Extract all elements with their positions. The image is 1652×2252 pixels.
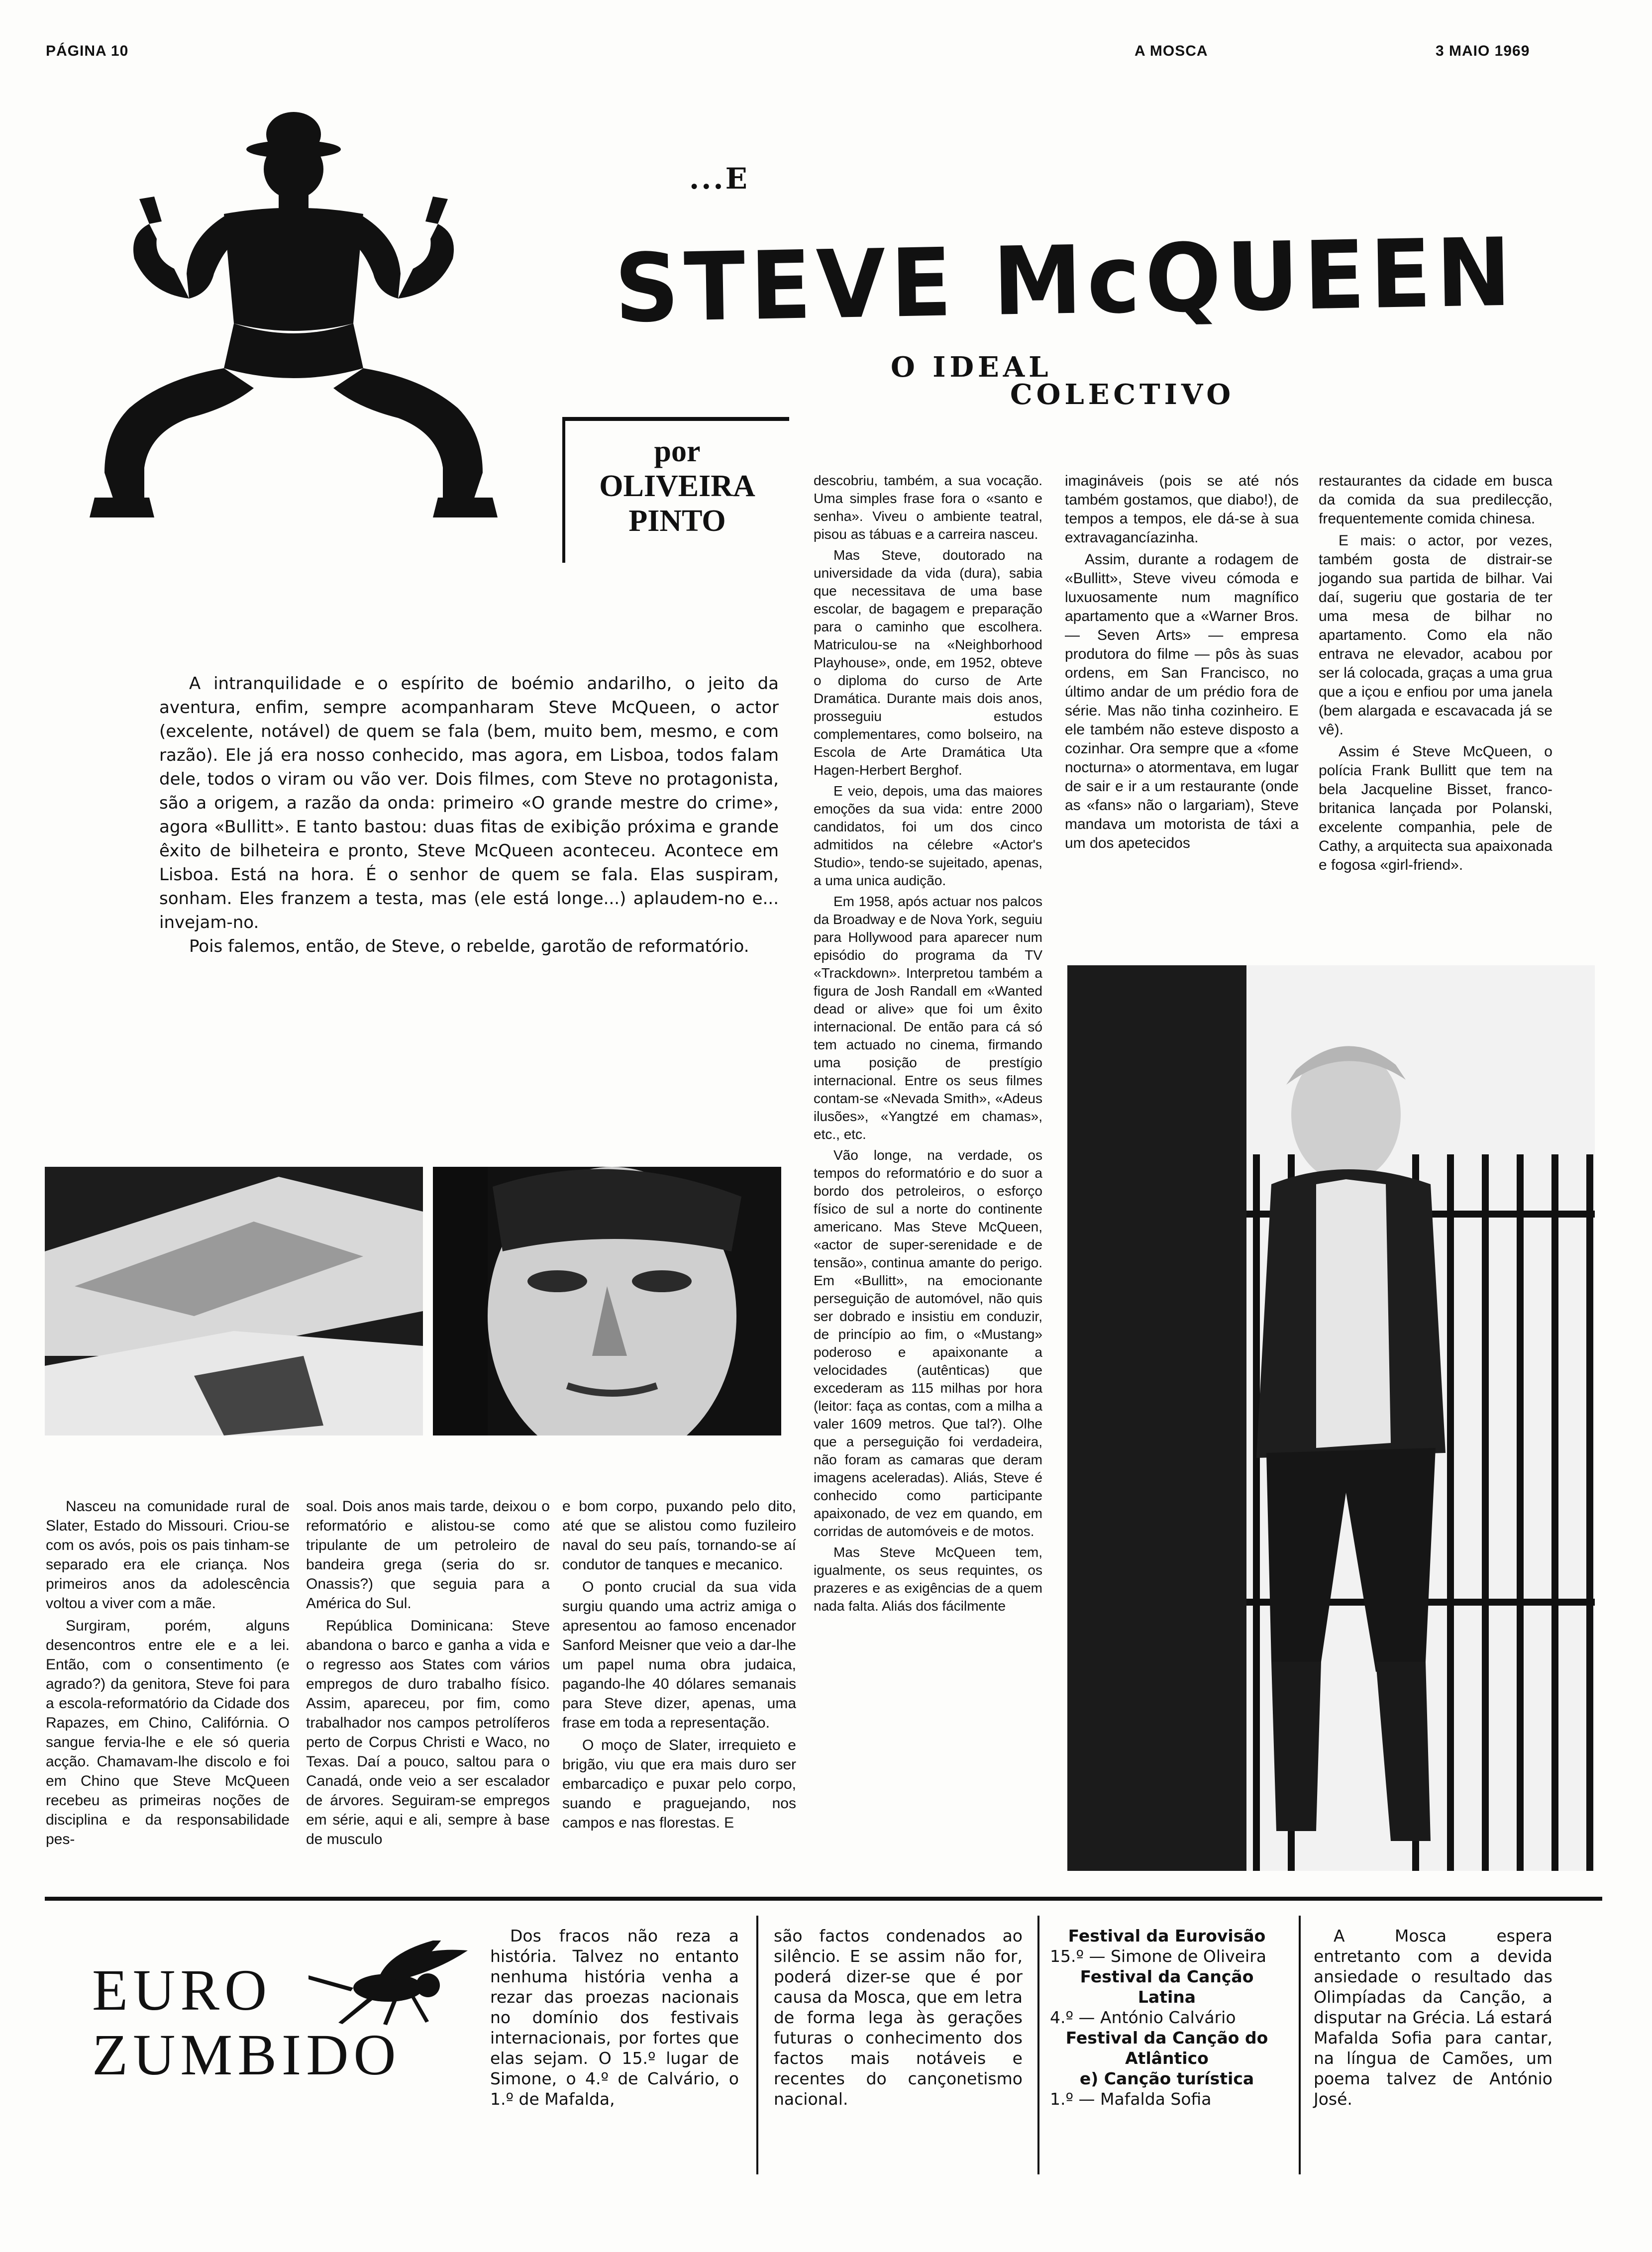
article-column-6 <box>1319 472 1552 878</box>
article-intro <box>159 672 779 958</box>
column-paragraph: Surgiram, porém, alguns desencontros entre ele e a lei. Então, com o consentimento (e agrado?) da genitora, Steve foi para a escola-reformatório da Cidade dos Rapazes, em Chino, Califórnia. O sangue fervia-lhe e ele só queria acção. Chamavam-lhe discolo e foi em Chino que Steve McQueen recebeu as primeiras noções de disciplina e da responsabilidade pes- <box>46 1618 290 1847</box>
festival-1-title: Festival da Eurovisão <box>1068 1926 1266 1945</box>
page-number: PÁGINA 10 <box>46 43 129 59</box>
column-paragraph: Assim, durante a rodagem de «Bullitt», Steve viveu cómoda e luxuosamente num magnífico apartamento que a «Warner Bros. — Seven Arts» — empresa produtora do filme — pôs às suas ordens, em San Francisco, no último andar de um prédio fora de série. Mas não tinha cozinheiro. E ele também não esteve disposto a cozinhar. Ora sempre que a «fome nocturna» o atormentava, em lugar de sair e ir a um restaurante (onde as «fans» não o largariam), Steve mandava um motorista de táxi a um dos apetecidos <box>1065 551 1299 851</box>
article-column-2 <box>306 1497 550 1852</box>
column-paragraph: Mas Steve, doutorado na universidade da vida (dura), sabia que necessitava de uma base escolar, de bagagem e preparação para o caminho que escolhera. Matriculou-se na «Neighborhood Playhouse», onde, em 1952, obteve o diploma do curso de Arte Dramática. Durante mais dois anos, prosseguiu estudos complementares, como bolseiro, na Escola de Arte Dramática Uta Hagen-Herbert Berghof. <box>814 547 1042 778</box>
festival-results <box>1050 1926 1284 2109</box>
eurozumbido-title-line2: ZUMBIDO <box>92 2022 401 2087</box>
column-rule <box>1299 1916 1301 2174</box>
column-paragraph: imagináveis (pois se até nós também gostamos, que diabo!), de tempos a tempos, ele dá-se à sua extravagancíazinha. <box>1065 473 1299 546</box>
fly-icon <box>309 1941 473 2025</box>
article-column-4 <box>814 472 1042 1618</box>
eurozumbido-column-1 <box>490 1926 739 2109</box>
column-paragraph: E mais: o actor, por vezes, também gosta de distrair-se jogando sua partida de bilhar. Vai daí, sugeriu que gostaria de ter uma mesa de bilhar no apartamento. Como ela não entrava ne elevador, acabou por ser lá colocada, graças a uma grua que a içou e enfiou por uma janela (bem alargada e escavacada já se vê). <box>1319 532 1552 738</box>
intro-paragraph: A intranquilidade e o espírito de boémio andarilho, o jeito da aventura, enfim, sempre acompanharam Steve McQueen, o actor (excelente, notável) de quem se fala (bem, muito bem, mesmo, e com razão). Ele já era nosso conhecido, mas agora, em Lisboa, todos falam dele, todos o viram ou vão ver. Dois filmes, com Steve no protagonista, são a origem, a razão da onda: primeiro «O grande mestre do crime», agora «Bullitt». E tanto bastou: duas fitas de exibição próxima e grande êxito de bilheteira e pronto, Steve McQueen aconteceu. Acontece em Lisboa. Está na hora. É o senhor de quem se fala. Elas suspiram, sonham. Eles franzem a testa, mas (ele está longe...) aplaudem-no e... invejam-no. <box>159 674 779 932</box>
article-column-1 <box>46 1497 290 1852</box>
dancer-silhouette-illustration <box>75 109 522 532</box>
eurozumbido-column-4 <box>1314 1926 1552 2109</box>
byline-name-1: OLIVEIRA <box>599 469 755 503</box>
eurozumbido-column-2 <box>774 1926 1023 2109</box>
issue-date: 3 MAIO 1969 <box>1436 43 1530 59</box>
column-paragraph: O ponto crucial da sua vida surgiu quando uma actriz amiga o apresentou ao famoso encenador Sanford Meisner que veio a dar-lhe um papel numa obra judaica, pagando-lhe 40 dólares semanais para Steve dizer, apenas, uma frase em toda a representação. <box>562 1579 796 1731</box>
festival-3-result: 1.º — Mafalda Sofia <box>1050 2089 1212 2109</box>
column-paragraph: Em 1958, após actuar nos palcos da Broadway e de Nova York, seguiu para Hollywood para aparecer num episódio do programa da TV «Trackdown». Interpretou também a figura de Josh Randall em «Wanted dead or alive» que foi um êxito internacional. De então para cá só tem actuado no cinema, firmando uma posição de prestígio internacional. Entre os seus filmes contam-se «Nevada Smith», «Adeus ilusões», «Yangtzé em chamas», etc., etc. <box>814 894 1042 1142</box>
subtitle-line1: O IDEAL <box>891 351 1052 384</box>
festival-2-result: 4.º — António Calvário <box>1050 2008 1236 2027</box>
article-column-5 <box>1065 472 1299 856</box>
steve-standing-photo <box>1067 965 1595 1871</box>
column-paragraph: O moço de Slater, irrequieto e brigão, viu que era mais duro ser embarcadiço e puxar pelo corpo, suando e praguejando, nos campos e nas florestas. E <box>562 1737 796 1831</box>
column-paragraph: Nasceu na comunidade rural de Slater, Estado do Missouri. Criou-se com os avós, pois os pais tinham-se separado era ele criança. Nos primeiros anos da adolescência voltou a viver com a mãe. <box>46 1498 290 1612</box>
column-paragraph: Assim é Steve McQueen, o polícia Frank Bullitt que tem na bela Jacqueline Bisset, franco-britanica lançada por Polanski, excelente companhia, pele de Cathy, a arquitecta sua apaixonada e fogosa «girl-friend». <box>1319 743 1552 873</box>
intro-paragraph: Pois falemos, então, de Steve, o rebelde, garotão de reformatório. <box>189 936 749 956</box>
column-paragraph: Vão longe, na verdade, os tempos do reformatório e do suor a bordo dos petroleiros, o esforço físico de sul a norte do continente americano. Mas Steve McQueen, «actor de super-serenidade e de tensão», continua amante do perigo. Em «Bullitt», na emocionante perseguição de automóvel, não quis ser dobrado e insistiu em conduzir, de princípio ao fim, o «Mustang» poderoso e apaixonante a velocidades (autênticas) que excederam as 115 milhas por hora (leitor: faça as contas, com a milha a valer 1609 metros. Que tal?). Olhe que a perseguição foi verdadeira, não foram as camaras que deram imagens aceleradas). Aliás, Steve é conhecido como participante apaixonado, de vez em quando, em corridas de automóveis e de motos. <box>814 1147 1042 1539</box>
kicker: ...E <box>689 162 749 196</box>
face-closeup-photo <box>433 1167 781 1435</box>
festival-2-title: Festival da Canção Latina <box>1080 1967 1254 2007</box>
byline-box <box>562 417 789 563</box>
subtitle-line2: COLECTIVO <box>1010 378 1235 411</box>
eurozumbido-text: Dos fracos não reza a história. Talvez no entanto nenhuma história venha a rezar das proezas nacionais no domínio dos festivais internacionais, por fortes que elas sejam. O 15.º lugar de Simone, o 4.º de Calvário, o 1.º de Mafalda, <box>490 1926 739 2109</box>
column-rule <box>1037 1916 1039 2174</box>
newspaper-name: A MOSCA <box>1135 43 1208 59</box>
hands-photo <box>45 1167 423 1435</box>
column-paragraph: e bom corpo, puxando pelo dito, até que se alistou como fuzileiro naval do seu país, tornando-se aí condutor de tanques e mecanico. <box>562 1498 796 1573</box>
column-paragraph: E veio, depois, uma das maiores emoções da sua vida: entre 2000 candidatos, foi um dos cinco admitidos na célebre «Actor's Studio», tendo-se sujeitado, apenas, a uma unica audição. <box>814 783 1042 888</box>
byline-by: por <box>654 434 701 468</box>
festival-3-title: Festival da Canção do Atlântico <box>1065 2028 1268 2068</box>
column-paragraph: restaurantes da cidade em busca da comida da sua predilecção, frequentemente comida chinesa. <box>1319 473 1552 527</box>
byline-name-2: PINTO <box>628 504 726 538</box>
column-paragraph: soal. Dois anos mais tarde, deixou o reformatório e alistou-se como tripulante de um petroleiro de bandeira grega (seria do sr. Onassis?) que seguia para a América do Sul. <box>306 1498 550 1612</box>
headline: STEVE McQUEEN <box>614 218 1517 344</box>
festival-1-result: 15.º — Simone de Oliveira <box>1050 1946 1267 1966</box>
article-column-3 <box>562 1497 796 1836</box>
column-rule <box>756 1916 758 2174</box>
column-paragraph: República Dominicana: Steve abandona o barco e ganha a vida e o regresso aos States com vários empregos de duro trabalho físico. Assim, apareceu, por fim, como trabalhador nos campos petrolíferos perto de Corpus Christi e Waco, no Texas. Daí a pouco, saltou para o Canadá, onde veio a ser escalador de árvores. Seguiram-se empregos em série, aqui e ali, sempre à base de musculo <box>306 1618 550 1847</box>
eurozumbido-text: são factos condenados ao silêncio. E se assim não for, poderá dizer-se que é por causa da Mosca, que em letra de forma lega às gerações futuras o conhecimento dos factos mais notáveis e recentes do cançonetismo nacional. <box>774 1926 1023 2109</box>
festival-3-subtitle: e) Canção turística <box>1079 2069 1254 2088</box>
eurozumbido-title-line1: EURO <box>92 1957 272 2023</box>
eurozumbido-text: A Mosca espera entretanto com a devida ansiedade o resultado das Olimpíadas da Canção, a disputar na Grécia. Lá estará Mafalda Sofia para cantar, na língua de Camões, um poema talvez de António José. <box>1314 1926 1552 2109</box>
column-paragraph: Mas Steve McQueen tem, igualmente, os seus requintes, os prazeres e as exigências de a quem nada falta. Aliás dos fácilmente <box>814 1544 1042 1614</box>
section-divider <box>45 1897 1602 1901</box>
column-paragraph: descobriu, também, a sua vocação. Uma simples frase fora o «santo e senha». Viveu o ambiente teatral, pisou as tábuas e a carreira nasceu. <box>814 473 1042 542</box>
